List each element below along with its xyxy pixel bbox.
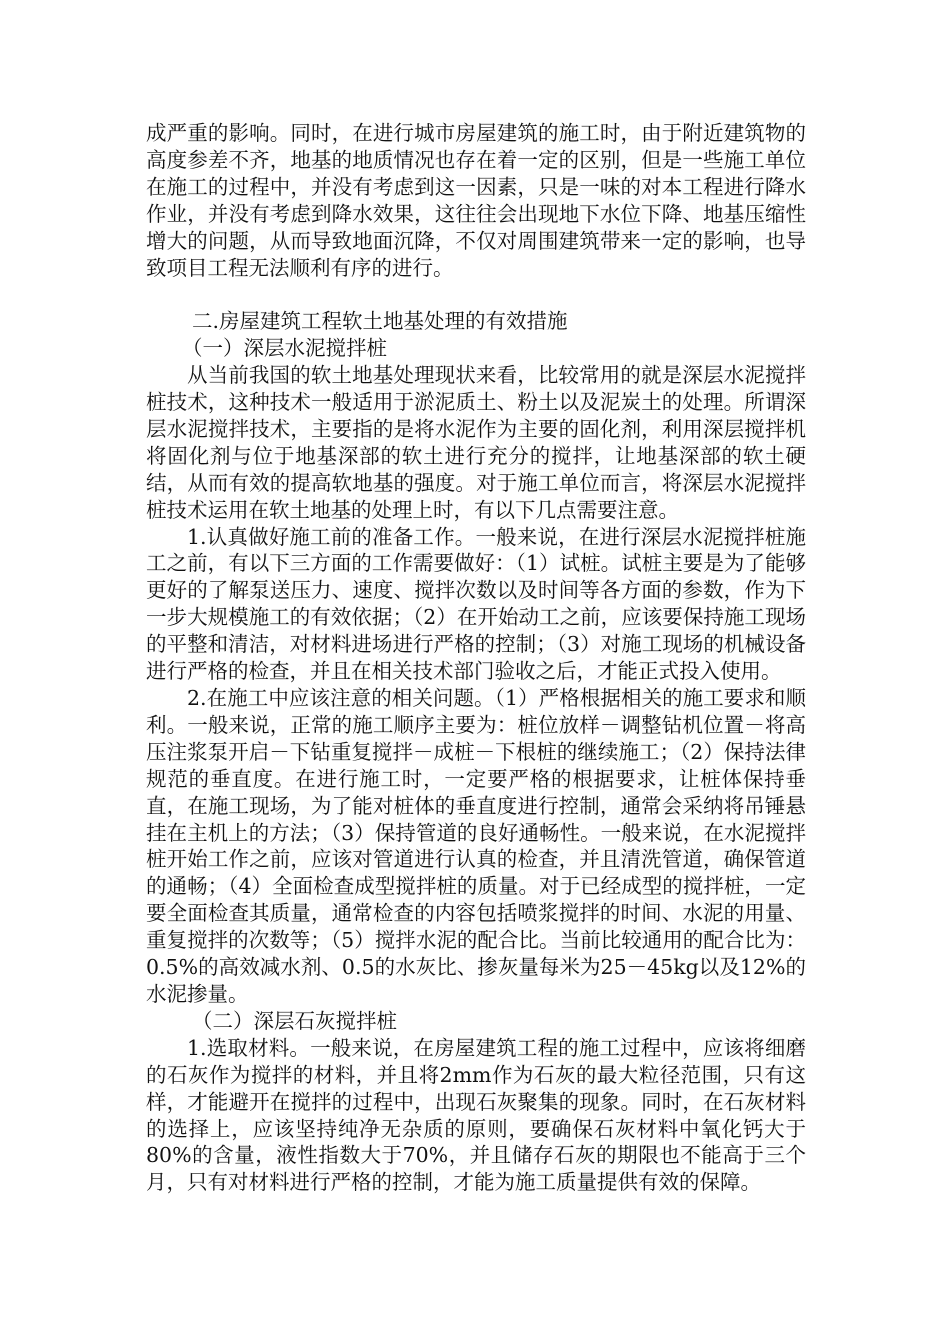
paragraph-material-selection: 1.选取材料。一般来说，在房屋建筑工程的施工过程中，应该将细磨的石灰作为搅拌的材料，并且将2mm作为石灰的最大粒径范围，只有这样，才能避开在搅拌的过程中，出现石灰聚集的现象。同时，在石灰材料的选择上，应该坚持纯净无杂质的原则，要确保石灰材料中氧化钙大于80%的含量，液性指数大于70%，并且储存石灰的期限也不能高于三个月，只有对材料进行严格的控制，才能为施工质量提供有效的保障。 bbox=[146, 1035, 806, 1195]
subsection-heading-lime-pile: （二）深层石灰搅拌桩 bbox=[192, 1008, 397, 1033]
paragraph-preparation: 1.认真做好施工前的准备工作。一般来说，在进行深层水泥搅拌桩施工之前，有以下三方面的工作需要做好：（1）试桩。试桩主要是为了能够更好的了解泵送压力、速度、搅拌次数以及时间等各方面的参数，作为下一步大规模施工的有效依据；（2）在开始动工之前，应该要保持施工现场的平整和清洁，对材料进场进行严格的控制；（3）对施工现场的机械设备进行严格的检查，并且在相关技术部门验收之后，才能正式投入使用。 bbox=[146, 524, 806, 684]
document-page bbox=[146, 120, 806, 1196]
paragraph-continuation: 成严重的影响。同时，在进行城市房屋建筑的施工时，由于附近建筑物的高度参差不齐，地基的地质情况也存在着一定的区别，但是一些施工单位在施工的过程中，并没有考虑到这一因素，只是一味的对本工程进行降水作业，并没有考虑到降水效果，这往往会出现地下水位下降、地基压缩性增大的问题，从而导致地面沉降，不仅对周围建筑带来一定的影响，也导致项目工程无法顺利有序的进行。 bbox=[146, 121, 806, 280]
paragraph-gap bbox=[146, 281, 806, 308]
subsection-heading-cement-pile: （一）深层水泥搅拌桩 bbox=[182, 336, 387, 361]
paragraph-construction-issues: 2.在施工中应该注意的相关问题。（1）严格根据相关的施工要求和顺利。一般来说，正常的施工顺序主要为：桩位放样－调整钻机位置－将高压注浆泵开启－下钻重复搅拌－成桩－下根桩的继续施工；（2）保持法律规范的垂直度。在进行施工时，一定要严格的根据要求，让桩体保持垂直，在施工现场，为了能对桩体的垂直度进行控制，通常会采纳将吊锤悬挂在主机上的方法；（3）保持管道的良好通畅性。一般来说，在水泥搅拌桩开始工作之前，应该对管道进行认真的检查，并且清洗管道，确保管道的通畅；（4）全面检查成型搅拌桩的质量。对于已经成型的搅拌桩，一定要全面检查其质量，通常检查的内容包括喷浆搅拌的时间、水泥的用量、重复搅拌的次数等；（5）搅拌水泥的配合比。当前比较通用的配合比为：0.5%的高效减水剂、0.5的水灰比、掺灰量每米为25－45kg以及12%的水泥掺量。 bbox=[146, 686, 806, 1006]
section-heading: 二.房屋建筑工程软土地基处理的有效措施 bbox=[192, 309, 568, 334]
paragraph-cement-pile-intro: 从当前我国的软土地基处理现状来看，比较常用的就是深层水泥搅拌桩技术，这种技术一般适用于淤泥质土、粉土以及泥炭土的处理。所谓深层水泥搅拌技术，主要指的是将水泥作为主要的固化剂，利用深层搅拌机将固化剂与位于地基深部的软土进行充分的搅拌，让地基深部的软土硬结，从而有效的提高软地基的强度。对于施工单位而言，将深层水泥搅拌桩技术运用在软土地基的处理上时，有以下几点需要注意。 bbox=[146, 363, 806, 522]
